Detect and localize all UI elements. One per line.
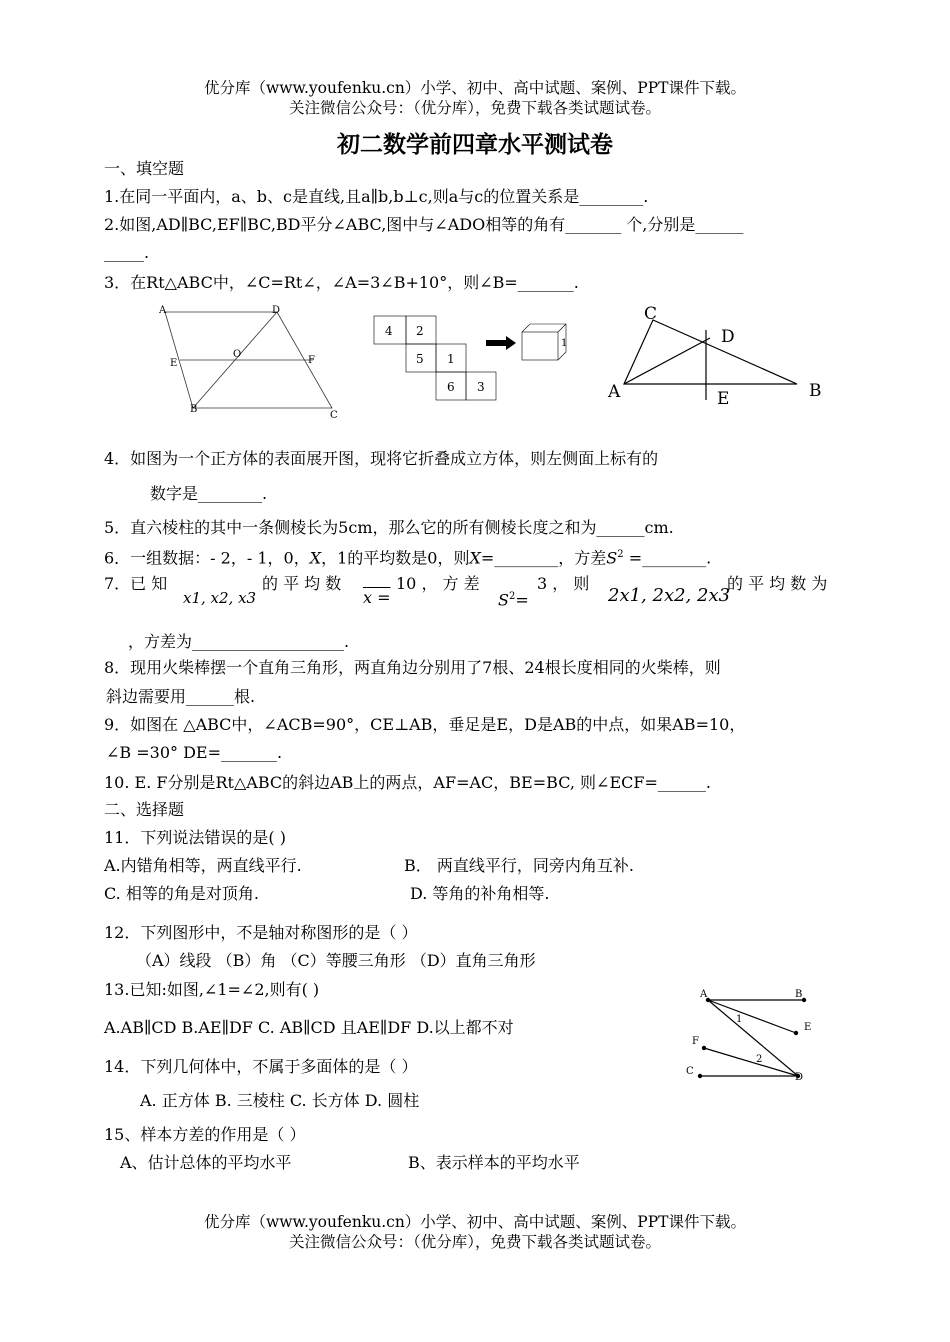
fig4-angle-1: 1 xyxy=(736,1014,743,1025)
header-line-1: 优分库（www.youfenku.cn）小学、初中、高中试题、案例、PPT课件下载。 xyxy=(203,79,747,97)
q6-sup: 2 xyxy=(617,549,624,560)
question-3: 3．在Rt△ABC中，∠C=Rt∠，∠A=3∠B+10°，则∠B=_______. xyxy=(104,273,579,292)
fig4-label-D: D xyxy=(795,1072,804,1083)
question-13: 13.已知:如图,∠1=∠2,则有( ) xyxy=(104,980,320,999)
q6-x2: X xyxy=(469,548,481,568)
q11-option-b: B． 两直线平行，同旁内角互补. xyxy=(404,856,634,875)
q11-option-a: A.内错角相等，两直线平行. xyxy=(104,856,302,875)
fig1-label-E: E xyxy=(170,358,178,369)
q7-expr: 2x1, 2x2, 2x3 xyxy=(608,585,731,606)
question-1: 1.在同一平面内，a、b、c是直线,且a∥b,b⊥c,则a与c的位置关系是________. xyxy=(104,187,649,206)
q7-part2: 的 平 均 数 xyxy=(262,574,342,593)
q7-xbar-text: x = xyxy=(363,588,391,607)
fig1-label-A: A xyxy=(159,305,167,316)
fig3-label-C: C xyxy=(644,304,658,324)
q7-part5: 的 平 均 数 为 xyxy=(727,574,828,593)
question-2: 2.如图,AD∥BC,EF∥BC,BD平分∠ABC,图中与∠ADO相等的角有_______ 个,分别是______ xyxy=(104,215,744,234)
net-cell-4: 1 xyxy=(447,352,455,366)
net-cell-2: 2 xyxy=(416,324,424,338)
q6-mid: ，1的平均数是0，则 xyxy=(321,548,470,568)
question-9-cont: ∠B =30° DE=_______. xyxy=(106,743,283,762)
net-cell-6: 3 xyxy=(477,380,485,394)
page-title: 初二数学前四章水平测试卷 xyxy=(337,131,613,158)
q15-option-a: A、估计总体的平均水平 xyxy=(120,1153,292,1172)
question-14: 14．下列几何体中，不属于多面体的是（ ） xyxy=(104,1057,418,1076)
fig1-label-B: B xyxy=(190,404,198,415)
question-15: 15、样本方差的作用是（ ） xyxy=(104,1125,306,1144)
question-12: 12．下列图形中，不是轴对称图形的是（ ） xyxy=(104,923,418,942)
question-5: 5．直六棱柱的其中一条侧棱长为5cm，那么它的所有侧棱长度之和为______cm. xyxy=(104,518,674,537)
q7-line2: ，方差为___________________. xyxy=(128,632,350,651)
question-9: 9．如图在 △ABC中，∠ACB=90°，CE⊥AB，垂足是E，D是AB的中点，如果AB=10， xyxy=(104,715,746,734)
q13-options: A.AB∥CD B.AE∥DF C. AB∥CD 且AE∥DF D.以上都不对 xyxy=(104,1018,514,1037)
footer-line-1: 优分库（www.youfenku.cn）小学、初中、高中试题、案例、PPT课件下载。 xyxy=(203,1213,747,1231)
figure-trapezoid xyxy=(150,300,350,425)
q6-pre: 6．一组数据：- 2，- 1，0， xyxy=(104,548,310,568)
q6-x1: X xyxy=(309,548,322,568)
section-multiple-choice: 二、选择题 xyxy=(104,800,185,819)
fig4-label-E: E xyxy=(804,1022,812,1033)
q7-part1: 7．已 知 xyxy=(104,574,168,593)
question-4-cont: 数字是________. xyxy=(150,484,268,503)
fig1-label-C: C xyxy=(330,410,338,421)
fig3-label-B: B xyxy=(809,381,822,401)
footer-line-2: 关注微信公众号：（优分库），免费下载各类试题试卷。 xyxy=(288,1233,661,1251)
q14-options: A. 正方体 B. 三棱柱 C. 长方体 D. 圆柱 xyxy=(140,1091,420,1110)
fig3-label-A: A xyxy=(608,382,621,402)
question-6 xyxy=(104,544,711,569)
fig4-label-F: F xyxy=(692,1036,699,1047)
q7-part4: 3 ， 则 xyxy=(537,574,590,593)
q11-option-c: C. 相等的角是对顶角. xyxy=(104,884,259,903)
net-cell-5: 6 xyxy=(447,380,455,394)
q6-end: =________. xyxy=(623,548,712,568)
header-line-2: 关注微信公众号：（优分库），免费下载各类试题试卷。 xyxy=(288,99,661,117)
fig1-label-D: D xyxy=(272,305,281,316)
fig4-label-A: A xyxy=(700,989,708,1000)
cube-face-label: 1 xyxy=(561,338,568,349)
question-8-cont: 斜边需要用______根. xyxy=(106,687,256,706)
net-cell-3: 5 xyxy=(416,352,424,366)
fig1-label-F: F xyxy=(308,355,315,366)
fig1-label-O: O xyxy=(233,349,242,360)
q12-options: （A）线段 （B）角 （C）等腰三角形 （D）直角三角形 xyxy=(136,951,536,970)
q7-xbar xyxy=(363,587,391,609)
figure-right-triangle xyxy=(600,300,830,410)
q6-mid2: =________，方差 xyxy=(480,548,607,568)
question-8: 8．现用火柴棒摆一个直角三角形，两直角边分别用了7根、24根长度相同的火柴棒，则 xyxy=(104,658,721,677)
q7-vars: x1, x2, x3 xyxy=(183,589,257,607)
q6-s: S xyxy=(606,548,618,568)
fig3-label-E: E xyxy=(717,389,730,409)
fig4-label-C: C xyxy=(686,1066,694,1077)
question-10: 10. E. F分别是Rt△ABC的斜边AB上的两点，AF=AC，BE=BC, 则∠ECF=______. xyxy=(104,773,711,792)
figure-cube-net xyxy=(370,312,580,402)
q7-part3: 10 ， 方 差 xyxy=(396,574,480,593)
question-4: 4．如图为一个正方体的表面展开图，现将它折叠成立方体，则左侧面上标有的 xyxy=(104,449,659,468)
q7-eq: = xyxy=(515,590,529,610)
question-2-cont: _____. xyxy=(104,243,150,262)
q7-variance xyxy=(498,586,529,611)
q7-sup: 2 xyxy=(508,591,516,602)
arrow-icon xyxy=(486,336,516,350)
section-fill-blank: 一、填空题 xyxy=(104,159,185,178)
question-11: 11．下列说法错误的是( ) xyxy=(104,828,286,847)
q15-option-b: B、表示样本的平均水平 xyxy=(408,1153,580,1172)
net-cell-1: 4 xyxy=(385,324,393,338)
fig4-label-B: B xyxy=(795,989,803,1000)
q11-option-d: D. 等角的补角相等. xyxy=(410,884,550,903)
q7-s: S xyxy=(498,590,509,610)
figure-parallel-lines xyxy=(680,982,830,1092)
fig4-angle-2: 2 xyxy=(756,1054,763,1065)
fig3-label-D: D xyxy=(721,327,735,347)
